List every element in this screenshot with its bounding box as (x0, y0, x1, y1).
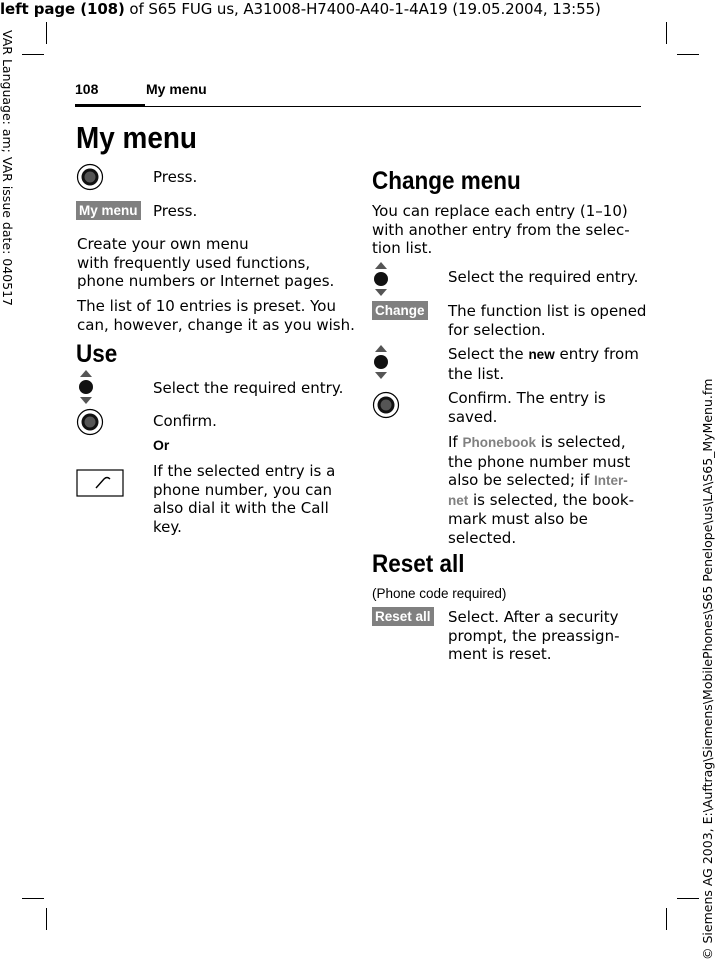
keyword-internet-part1: Inter- (594, 473, 628, 488)
crop-mark (46, 908, 47, 930)
crop-mark (46, 22, 47, 44)
crop-mark (666, 908, 667, 930)
call-line: If the selected entry is a (153, 462, 336, 480)
reset-line: Select. After a security (448, 608, 619, 626)
phonebook-note (448, 433, 634, 547)
keyword-internet-part2: net (448, 492, 469, 508)
confirm-line: saved. (448, 407, 498, 426)
confirm-line: Confirm. The entry is (448, 389, 606, 407)
preset-line: can, however, change it as you wish. (77, 315, 355, 334)
note-line: mark must also be (448, 510, 588, 528)
intro-line: with frequently used functions, (77, 253, 311, 272)
softkey-reset-all[interactable]: Reset all (372, 607, 434, 626)
intro-line: phone numbers or Internet pages. (77, 272, 335, 290)
use-confirm-text: Confirm. (153, 412, 217, 430)
press-text: Press. (153, 168, 198, 186)
crop-mark (22, 898, 44, 899)
change-intro (372, 202, 630, 258)
call-key-icon (76, 469, 124, 497)
file-info-line (0, 0, 601, 18)
call-key-description (153, 462, 335, 536)
joystick-press-icon (372, 391, 400, 419)
select-new-post: entry from (554, 345, 639, 363)
reset-line: ment is reset. (448, 645, 552, 663)
note-if: If (448, 433, 463, 451)
heading-change-menu: Change menu (372, 167, 521, 195)
crop-mark (22, 54, 44, 55)
use-select-text: Select the required entry. (153, 379, 344, 397)
heading-use: Use (76, 340, 118, 368)
preset-paragraph (77, 297, 355, 334)
press-text-2: Press. (153, 202, 198, 220)
page-title: My menu (76, 120, 197, 155)
crop-mark (666, 22, 667, 44)
joystick-up-down-icon (78, 369, 94, 405)
select-new-text (448, 345, 639, 383)
side-text-left-label: VAR Language: am; VAR issue date: 040517 (0, 30, 15, 306)
heading-reset-all: Reset all (372, 550, 465, 578)
select-new-line: the list. (448, 364, 505, 383)
select-new-pre: Select the (448, 345, 529, 363)
page-number: 108 (75, 81, 99, 97)
call-line: phone number, you can (153, 480, 333, 499)
softkey-my-menu[interactable]: My menu (76, 201, 141, 220)
side-text-right-label: © Siemens AG 2003, E:\Auftrag\Siemens\MobilePhones\S65 Penelope\us\LA\S65_MyMenu.fm (700, 378, 715, 960)
reset-description (448, 608, 620, 664)
reset-line: prompt, the preassign- (448, 626, 620, 645)
change-intro-line: tion list. (372, 239, 433, 257)
note-line: the phone number must (448, 452, 631, 471)
note-line: is selected, the book- (468, 490, 634, 509)
change-confirm-text (448, 389, 606, 426)
change-line: The function list is opened (448, 302, 647, 320)
file-info-bold: left page (108) (0, 0, 125, 18)
keyword-phonebook: Phonebook (462, 435, 536, 450)
file-info-rest: of S65 FUG us, A31008-H7400-A40-1-4A19 (19.05.2004, 13:55) (124, 0, 601, 18)
phone-code-note: (Phone code required) (372, 586, 507, 601)
joystick-press-icon (76, 163, 104, 191)
intro-line: Create your own menu (77, 235, 249, 253)
change-description (448, 302, 646, 339)
call-line: also dial it with the Call (153, 499, 329, 517)
header-rule-tab (75, 104, 145, 107)
crop-mark (677, 898, 699, 899)
softkey-change[interactable]: Change (372, 301, 428, 320)
keyword-new: new (528, 347, 555, 362)
intro-paragraph (77, 235, 334, 291)
change-intro-line: You can replace each entry (1–10) (372, 202, 628, 220)
change-line: for selection. (448, 320, 546, 339)
joystick-press-icon (76, 408, 104, 436)
side-text-right (697, 375, 715, 960)
preset-line: The list of 10 entries is preset. You (77, 297, 336, 315)
header-rule (75, 106, 641, 107)
joystick-up-down-icon (373, 261, 389, 297)
note-line: selected. (448, 528, 517, 547)
or-label: Or (153, 437, 170, 453)
note-line: also be selected; if (448, 471, 594, 489)
running-head-title: My menu (146, 81, 207, 97)
change-intro-line: with another entry from the selec- (372, 220, 630, 239)
crop-mark (677, 54, 699, 55)
note-line: is selected, (535, 433, 626, 451)
call-line: key. (153, 517, 182, 536)
change-select-text: Select the required entry. (448, 268, 639, 286)
side-text-left (0, 30, 18, 320)
joystick-up-down-icon (373, 344, 389, 380)
